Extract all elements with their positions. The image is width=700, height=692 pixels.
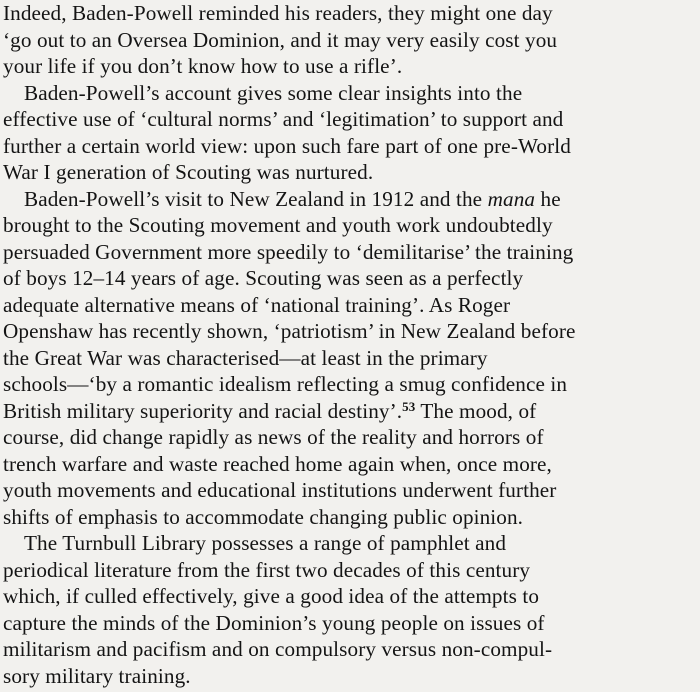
text-line: periodical literature from the first two decades of this century (3, 557, 531, 582)
footnote-ref-53: 53 (402, 398, 416, 414)
text-line: your life if you don’t know how to use a rifle’. (3, 54, 403, 78)
text-line: Baden-Powell’s account gives some clear insights into the (24, 80, 523, 105)
text-line: effective use of ‘cultural norms’ and ‘legitimation’ to support and (3, 107, 564, 131)
text-line: adequate alternative means of ‘national training’. As Roger (3, 292, 511, 317)
text-line: shifts of emphasis to accommodate changing public opinion. (3, 504, 524, 529)
paragraph-4 (3, 530, 693, 689)
text-line: War I generation of Scouting was nurtured. (3, 160, 374, 184)
text-line: capture the minds of the Dominion’s young people on issues of (3, 610, 545, 635)
document-page (3, 0, 693, 689)
text-line: militarism and pacifism and on compulsory versus non-compul- (3, 637, 553, 661)
text-fragment: he (540, 186, 561, 211)
text-line: The Turnbull Library possesses a range of pamphlet and (24, 531, 507, 555)
paragraph-3 (3, 186, 693, 531)
text-line: the Great War was characterised—at least in the primary (3, 345, 488, 370)
text-line: which, if culled effectively, give a good idea of the attempts to (3, 584, 540, 608)
text-line: Indeed, Baden-Powell reminded his readers, they might one day (3, 1, 553, 25)
text-line: further a certain world view: upon such fare part of one pre-World (3, 133, 571, 158)
text-line (3, 398, 693, 425)
paragraph-1 (3, 0, 693, 80)
paragraph-2 (3, 80, 693, 186)
text-line: Openshaw has recently shown, ‘patriotism’ in New Zealand before (3, 319, 576, 343)
text-fragment: The mood, of (415, 398, 537, 423)
text-line: youth movements and educational institutions underwent further (3, 478, 557, 502)
text-line: ‘go out to an Oversea Dominion, and it may very easily cost you (3, 27, 558, 52)
text-line: brought to the Scouting movement and youth work undoubtedly (3, 213, 553, 237)
text-line: persuaded Government more speedily to ‘demilitarise’ the training (3, 239, 574, 264)
text-line: of boys 12–14 years of age. Scouting was seen as a perfectly (3, 266, 524, 290)
text-line: schools—‘by a romantic idealism reflecting a smug confidence in (3, 372, 568, 396)
emphasis-mana: mana (487, 186, 536, 211)
text-line (3, 186, 693, 213)
text-fragment: Baden-Powell’s visit to New Zealand in 1912 and the (24, 186, 483, 211)
text-line: trench warfare and waste reached home again when, once more, (3, 451, 552, 476)
text-fragment: British military superiority and racial destiny’. (3, 398, 403, 423)
text-line: sory military training. (3, 663, 191, 688)
text-line: course, did change rapidly as news of the reality and horrors of (3, 425, 544, 449)
